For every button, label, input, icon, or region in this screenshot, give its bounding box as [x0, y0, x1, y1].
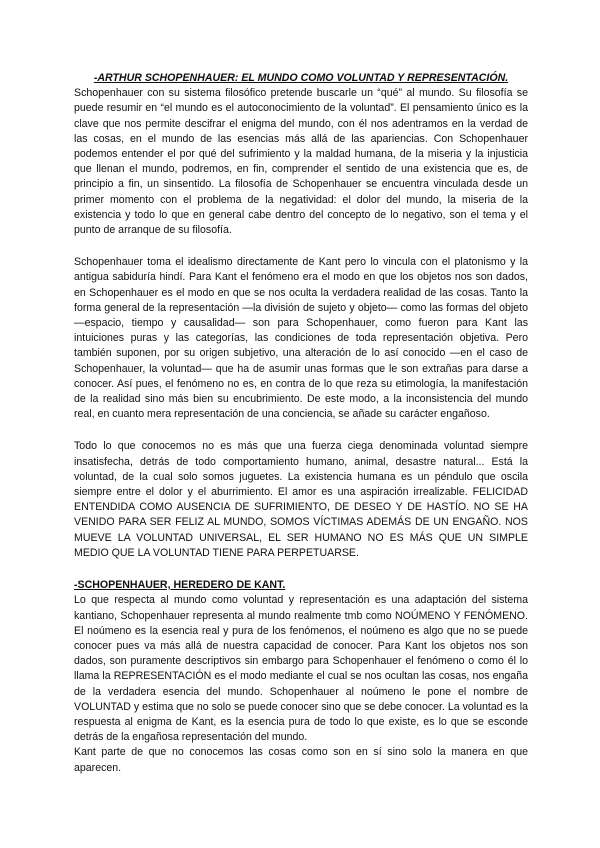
paragraph-kant-idealism: Schopenhauer toma el idealismo directamente de Kant pero lo vincula con el platonismo y la antigua sabiduría hindí. Para Kant el fenómeno era el modo en que los objetos nos son dados, en Schopenhauer es el modo en que se nos oculta la verdadera realidad de las cosas. Tanto la forma general de la representación —la división de sujeto y objeto— como las formas del objeto —espacio, tiempo y causalidad— son para Schopenhauer, como fueron para Kant las intuiciones puras y las categorías, las condiciones de toda representación objetiva. Pero también suponen, por su origen subjetivo, una alteración de lo así conocido —en el caso de Schopenhauer, la voluntad— que ha de asumir unas formas que le son extrañas para darse a conocer. Así pues, el fenómeno no es, en contra de lo que reza su etimología, la manifestación de la realidad sino más bien su encubrimiento. De este modo, a la inconsistencia del mundo real, en cuanto mera representación de una conciencia, se añade su carácter engañoso. [74, 256, 528, 421]
paragraph-kant-conclusion: Kant parte de que no conocemos las cosas como son en sí sino solo la manera en que aparecen. [74, 746, 528, 774]
section-title-heredero: -SCHOPENHAUER, HEREDERO DE KANT. [74, 579, 286, 592]
paragraph-voluntad: Todo lo que conocemos no es más que una fuerza ciega denominada voluntad siempre insatisfecha, detrás de todo comportamiento humano, animal, desastre natural... Está la voluntad, de la cual solo somos juguetes. La existencia humana es un péndulo que oscila siempre entre el dolor y el aburrimiento. El amor es una aspiración irrealizable. FELICIDAD ENTENDIDA COMO AUSENCIA DE SUFRIMIENTO, DE DESEO Y DE HASTÍO. NO SE HA VENIDO PARA SER FELIZ AL MUNDO, SOMOS VÍCTIMAS ADEMÁS DE UN ENGAÑO. NOS MUEVE LA VOLUNTAD UNIVERSAL, EL SER HUMANO NO ES MÁS QUE UN SIMPLE MEDIO QUE LA VOLUNTAD TIENE PARA PERPETUARSE. [74, 440, 528, 559]
document-title: -ARTHUR SCHOPENHAUER: EL MUNDO COMO VOLUNTAD Y REPRESENTACIÓN. [93, 72, 509, 84]
paragraph-intro: Schopenhauer con su sistema filosófico pretende buscarle un “qué” al mundo. Su filosofía se puede resumir en “el mundo es el autoconocimiento de la voluntad”. El pensamiento único es la clave que nos permite descifrar el enigma del mundo, con él nos adentramos en la verdad de las cosas, en el mundo de las esencias más allá de las apariencias. Con Schopenhauer podemos entender el por qué del sufrimiento y la maldad humana, de la miseria y la injusticia que llenan el mundo, podremos, en fin, comprender el sentido de una existencia que es, de principio a fin, un sinsentido. La filosofía de Schopenhauer se encuentra vinculada desde un primer momento con el problema de la negatividad: el dolor del mundo, la miseria de la existencia y todo lo que en general cabe dentro del concepto de lo negativo, son el tema y el punto de arranque de su filosofía. [74, 87, 528, 237]
paragraph-gap [74, 238, 528, 255]
paragraph-noumeno: Lo que respecta al mundo como voluntad y representación es una adaptación del sistema kantiano, Schopenhauer representa al mundo realmente tmb como NOÚMENO Y FENÓMENO. El noúmeno es la esencia real y pura de los fenómenos, el noúmeno es algo que no se puede conocer pues va más allá de nuestra capacidad de conocer. Para Kant los objetos nos son dados, son puramente descriptivos sin embargo para Schopenhauer el fenómeno o como él lo llama la REPRESENTACIÓN es el modo mediante el cual se nos ocultan las cosas, nos engaña de la verdadera esencia del mundo. Schopenhauer al noúmeno le pone el nombre de VOLUNTAD y estima que no solo se puede conocer sino que se debe conocer. La voluntad es la respuesta al enigma de Kant, es la esencia pura de todo lo que existe, es lo que se esconde detrás de la engañosa representación del mundo. [74, 594, 528, 744]
paragraph-gap [74, 561, 528, 578]
paragraph-gap [74, 422, 528, 439]
